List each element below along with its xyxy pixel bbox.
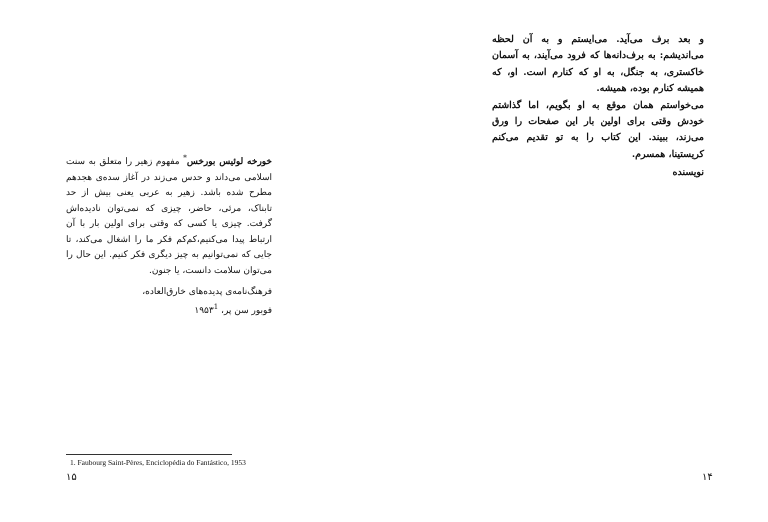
footnote-divider [66, 454, 232, 455]
page-number-right: ۱۴ [702, 472, 713, 483]
footnote-reference: 1 [213, 303, 219, 311]
epigraph-author: خورخه لوئیس بورخس [186, 157, 272, 167]
source-publisher: فوبور سن پر، ۱۹۵۳ [194, 306, 272, 316]
dedication-paragraph-2: می‌خواستم همان موقع به او بگویم، اما گذاشتم خودش وقتی برای اولین بار این صفحات را ورق می‌زند، ببیند. این کتاب را به تو تقدیم می‌کنم کریستینا، همسرم. [492, 99, 704, 160]
dedication-paragraph-1: و بعد برف می‌آید. می‌ایستم و به آن لحظه می‌اندیشم: به برف‌دانه‌ها که فرود می‌آیند، به آسمان خاکستری، به جنگل، به او که کنارم است. او، که همیشه کنارم بوده، همیشه. [492, 34, 704, 95]
epigraph-source [66, 285, 272, 319]
epigraph-block [66, 150, 272, 319]
epigraph-body: مفهوم زهیر را متعلق به سنت اسلامی می‌داند و حدس می‌زند در آغاز سده‌ی هجدهم مطرح شده باشد. زهیر به عربی یعنی بیش از حد تابناک، مرئی، حاضر، چیزی که نمی‌توان نادیده‌اش گرفت. چیزی یا کسی که وقتی برای اولین بار با آن ارتباط پیدا می‌کنیم،کم‌کم فکر ما را اشغال می‌کند، تا جایی که نمی‌توانیم به چیز دیگری فکر کنیم. این حال را می‌توان سلامت دانست، یا جنون. [66, 157, 272, 276]
page-number-left: ۱۵ [66, 472, 77, 483]
footnote: 1. Faubourg Saint-Pères, Enciclopédia do Fantástico, 1953 [70, 458, 246, 467]
epigraph-author-mark: * [183, 153, 187, 162]
dedication-block [492, 32, 704, 182]
right-page [384, 0, 768, 522]
epigraph-paragraph [66, 150, 272, 279]
dedication-signature: نویسنده [672, 167, 704, 179]
source-title: فرهنگ‌نامه‌ی پدیده‌های خارق‌العاده، [142, 287, 272, 297]
